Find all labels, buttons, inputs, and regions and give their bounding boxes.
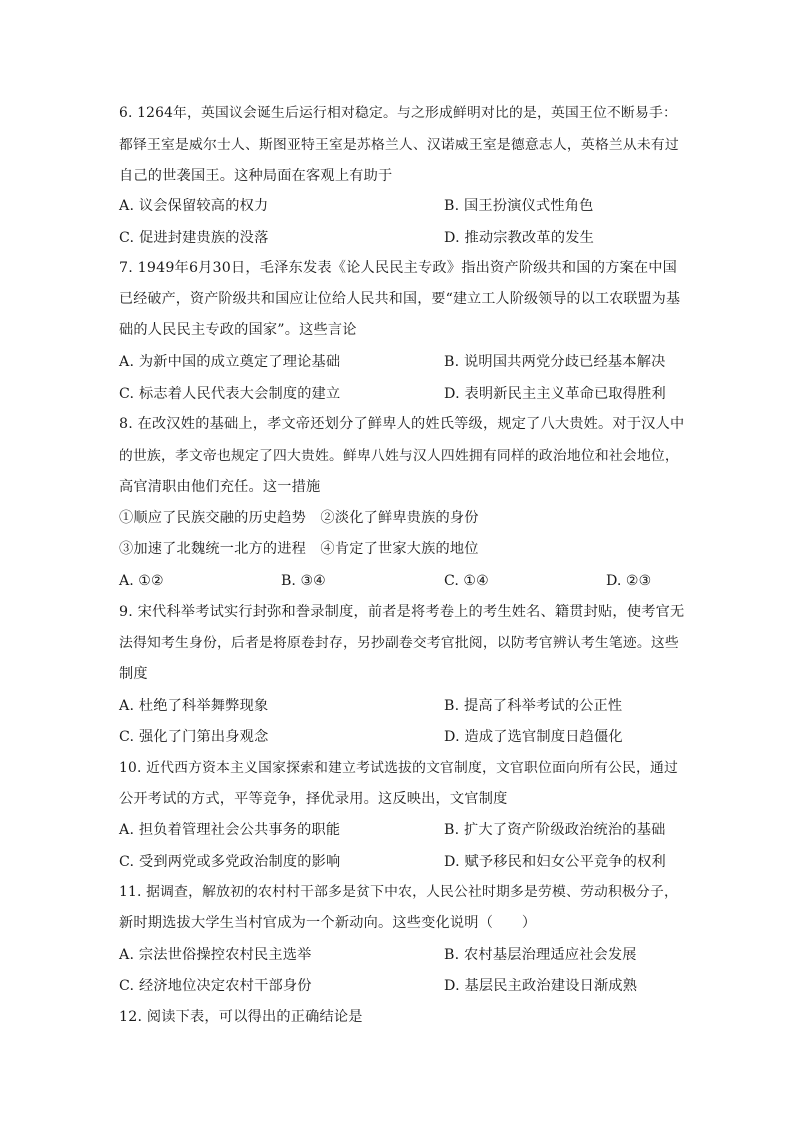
question-6-line-1: 6. 1264年，英国议会诞生后运行相对稳定。与之形成鲜明对比的是，英国王位不断易手： — [119, 105, 677, 121]
question-8-statement-1-2: ①顺应了民族交融的历史趋势 ②淡化了鲜卑贵族的身份 — [119, 510, 479, 526]
question-9-line-2: 法得知考生身份，后者是将原卷封存，另抄副卷交考官批阅，以防考官辨认考生笔迹。这些 — [119, 635, 679, 651]
question-9-line-3: 制度 — [119, 666, 148, 682]
question-10-option-c: C. 受到两党或多党政治制度的影响 — [119, 854, 341, 870]
question-11-line-2: 新时期选拔大学生当村官成为一个新动向。这些变化说明（ ） — [119, 915, 537, 931]
question-8-option-c: C. ①④ — [444, 573, 489, 589]
question-9-option-c: C. 强化了门第出身观念 — [119, 729, 269, 745]
question-7-option-c: C. 标志着人民代表大会制度的建立 — [119, 386, 341, 402]
question-10-line-2: 公开考试的方式，平等竞争，择优录用。这反映出，文官制度 — [119, 791, 508, 807]
question-12-line-1: 12. 阅读下表，可以得出的正确结论是 — [119, 1009, 363, 1025]
question-10-option-a: A. 担负着管理社会公共事务的职能 — [119, 822, 341, 838]
question-11-option-a: A. 宗法世俗操控农村民主选举 — [119, 947, 312, 963]
question-11-option-b: B. 农村基层治理适应社会发展 — [444, 947, 637, 963]
question-6-option-d: D. 推动宗教改革的发生 — [444, 230, 594, 246]
question-9-option-a: A. 杜绝了科举舞弊现象 — [119, 698, 269, 714]
question-6-option-c: C. 促进封建贵族的没落 — [119, 230, 269, 246]
question-7-option-a: A. 为新中国的成立奠定了理论基础 — [119, 354, 341, 370]
question-8-option-a: A. ①② — [119, 573, 164, 589]
question-7-line-1: 7. 1949年6月30日，毛泽东发表《论人民民主专政》指出资产阶级共和国的方案在中国 — [119, 260, 678, 276]
question-9-option-d: D. 造成了选官制度日趋僵化 — [444, 729, 623, 745]
question-10-option-b: B. 扩大了资产阶级政治统治的基础 — [444, 822, 666, 838]
question-8-line-3: 高官清职由他们充任。这一措施 — [119, 479, 321, 495]
question-8-line-1: 8. 在改汉姓的基础上，孝文帝还划分了鲜卑人的姓氏等级，规定了八大贵姓。对于汉人中 — [119, 416, 685, 432]
question-11-line-1: 11. 据调查，解放初的农村村干部多是贫下中农，人民公社时期多是劳模、劳动积极分子， — [119, 884, 679, 900]
question-7-line-3: 础的人民民主专政的国家”。这些言论 — [119, 322, 357, 338]
question-10-line-1: 10. 近代西方资本主义国家探索和建立考试选拔的文官制度，文官职位面向所有公民，通过 — [119, 760, 679, 776]
question-9-line-1: 9. 宋代科举考试实行封弥和誊录制度，前者是将考卷上的考生姓名、籍贯封贴，使考官无 — [119, 604, 685, 620]
question-7-line-2: 已经破产，资产阶级共和国应让位给人民共和国，要“建立工人阶级领导的以工农联盟为基 — [119, 291, 681, 307]
question-10-option-d: D. 赋予移民和妇女公平竞争的权利 — [444, 854, 666, 870]
question-11-option-c: C. 经济地位决定农村干部身份 — [119, 978, 312, 994]
question-8-statement-3-4: ③加速了北魏统一北方的进程 ④肯定了世家大族的地位 — [119, 541, 479, 557]
question-6-line-2: 都铎王室是威尔士人、斯图亚特王室是苏格兰人、汉诺威王室是德意志人，英格兰从未有过 — [119, 137, 679, 153]
question-7-option-b: B. 说明国共两党分歧已经基本解决 — [444, 354, 666, 370]
question-6-option-a: A. 议会保留较高的权力 — [119, 198, 269, 214]
question-9-option-b: B. 提高了科举考试的公正性 — [444, 698, 623, 714]
question-11-option-d: D. 基层民主政治建设日渐成熟 — [444, 978, 638, 994]
question-8-line-2: 的世族，孝文帝也规定了四大贵姓。鲜卑八姓与汉人四姓拥有同样的政治地位和社会地位， — [119, 448, 679, 464]
question-8-option-d: D. ②③ — [606, 573, 652, 589]
question-6-line-3: 自己的世袭国王。这种局面在客观上有助于 — [119, 168, 393, 184]
question-6-option-b: B. 国王扮演仪式性角色 — [444, 198, 594, 214]
question-8-option-b: B. ③④ — [281, 573, 326, 589]
question-7-option-d: D. 表明新民主主义革命已取得胜利 — [444, 386, 666, 402]
